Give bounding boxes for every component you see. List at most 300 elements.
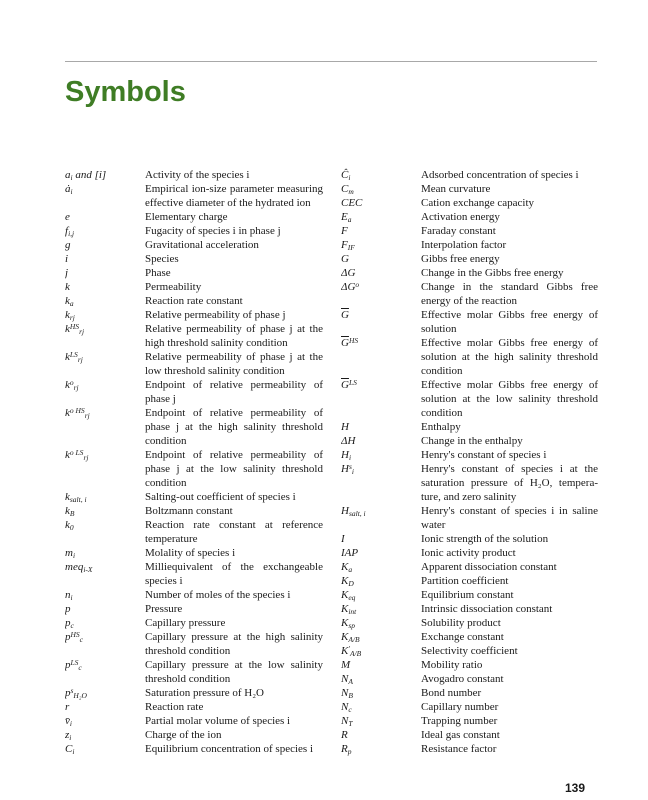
- symbol-entry: [65, 504, 323, 518]
- symbol-description: Charge of the ion: [145, 729, 222, 741]
- symbol-sub: i: [70, 592, 73, 602]
- symbol-sub: B: [69, 508, 75, 518]
- symbol: [341, 434, 421, 448]
- symbol-entry: [65, 658, 323, 686]
- symbol: [65, 560, 145, 574]
- symbol-sup: o LS: [69, 448, 84, 457]
- symbol: [65, 322, 145, 336]
- symbol-base: H: [341, 463, 349, 475]
- symbol-sub: i: [69, 732, 72, 742]
- symbol-sub: D: [348, 578, 354, 588]
- symbol-base: $\overline{G}$: [341, 379, 349, 391]
- symbol-entry: [65, 266, 323, 280]
- symbol-base: G: [341, 253, 349, 265]
- symbol-entry: [341, 672, 598, 686]
- symbol-description: Partition coefficient: [421, 575, 509, 587]
- symbol: [65, 252, 145, 266]
- symbol-description: Endpoint of relative permeability of phase j at the low salinity threshold condition: [145, 449, 323, 489]
- symbol-description: Gravitational acceleration: [145, 239, 259, 251]
- symbol-description: Relative permeability of phase j at the low threshold salinity condition: [145, 351, 323, 377]
- symbol: [341, 196, 421, 210]
- symbol-description: Intrinsic dissociation constant: [421, 603, 553, 615]
- symbol-description: Ionic activity product: [421, 547, 516, 559]
- symbol-entry: [341, 714, 598, 728]
- page-number: 139: [565, 781, 586, 795]
- symbol-sub: i: [70, 186, 73, 196]
- symbol-entry: [65, 602, 323, 616]
- symbol: [341, 448, 421, 462]
- symbol-description: Bond number: [421, 687, 482, 699]
- symbol-entry: [341, 644, 598, 658]
- symbol: [341, 686, 421, 700]
- symbol-base: C: [341, 183, 349, 195]
- symbol-sub: 0: [69, 522, 74, 532]
- symbol: [341, 266, 421, 280]
- symbol-entry: [341, 546, 598, 560]
- symbol-description: Endpoint of relative permeability of phase j: [145, 379, 323, 405]
- symbol-sub: A/B: [348, 634, 360, 644]
- symbol: [341, 658, 421, 672]
- symbol-base: H: [341, 449, 349, 461]
- symbol-description: Salting-out coefficient of species i: [145, 491, 296, 503]
- symbol-entry: [65, 546, 323, 560]
- symbol-base: p: [65, 617, 71, 629]
- symbol-sup: HS: [69, 322, 80, 331]
- symbol-sup: HS: [70, 630, 80, 639]
- symbol-entry: [341, 266, 598, 280]
- symbol-entry: [65, 252, 323, 266]
- symbol-description: Effective molar Gibbs free energy of solution at the high salinity threshold condition: [421, 337, 598, 377]
- symbol-sub: c: [348, 704, 352, 714]
- symbol: [341, 378, 421, 392]
- symbol-description: Interpolation factor: [421, 239, 507, 251]
- symbol-base: k: [65, 519, 70, 531]
- symbol-description: Resistance factor: [421, 743, 497, 755]
- symbol-description: Milliequivalent of the exchangeable species i: [145, 561, 323, 587]
- symbol-description: Capillary pressure at the low salinity threshold condition: [145, 659, 323, 685]
- symbol-entry: [65, 308, 323, 322]
- symbol-base: j: [65, 267, 69, 279]
- symbol-base: k: [65, 379, 70, 391]
- symbol-entry: [65, 280, 323, 294]
- symbol: [65, 280, 145, 294]
- symbol: [341, 546, 421, 560]
- symbol: [341, 728, 421, 742]
- symbol-entry: [65, 238, 323, 252]
- symbols-column-left: [65, 168, 323, 756]
- symbol: [65, 448, 145, 462]
- symbol: [65, 742, 145, 756]
- symbol-entry: [341, 462, 598, 504]
- header-rule: [65, 61, 597, 62]
- symbol-description: Faraday constant: [421, 225, 496, 237]
- symbol: [65, 182, 145, 196]
- symbol-entry: [341, 448, 598, 462]
- symbol-base: n: [65, 589, 71, 601]
- symbol-description: Ideal gas constant: [421, 729, 500, 741]
- symbol: [341, 574, 421, 588]
- symbol: [341, 252, 421, 266]
- symbol-description: Activity of the species i: [145, 169, 250, 181]
- symbol-sub: int: [348, 606, 357, 616]
- symbol-entry: [341, 420, 598, 434]
- symbol-sup: s: [70, 686, 74, 695]
- symbol-description: Species: [145, 253, 179, 265]
- symbol: [65, 602, 145, 616]
- symbol-base: M: [341, 659, 351, 671]
- symbol: [65, 504, 145, 518]
- symbol-entry: [65, 686, 323, 700]
- symbol-description: Mean curvature: [421, 183, 491, 195]
- symbol-tail: and [i]: [72, 169, 107, 181]
- symbol-base: ȧ: [65, 183, 71, 195]
- symbol-base: ΔG: [341, 267, 356, 279]
- symbol-entry: [341, 378, 598, 420]
- symbol-entry: [65, 224, 323, 238]
- symbol: [65, 658, 145, 672]
- symbol-entry: [341, 182, 598, 196]
- symbol-base: k: [65, 281, 70, 293]
- symbol-base: p: [65, 659, 71, 671]
- symbol-entry: [341, 602, 598, 616]
- symbol-base: K: [341, 617, 349, 629]
- symbol-description: Change in the enthalpy: [421, 435, 523, 447]
- symbol-entry: [341, 588, 598, 602]
- symbol-entry: [341, 504, 598, 532]
- symbol-description: Capillary pressure: [145, 617, 226, 629]
- symbol-base: p: [65, 603, 71, 615]
- symbol: [65, 294, 145, 308]
- symbol-description: Equilibrium constant: [421, 589, 514, 601]
- symbol-sub: H₂O: [73, 690, 87, 700]
- symbol-base: r: [65, 701, 70, 713]
- symbol-sub: a: [69, 298, 74, 308]
- symbol-base: f: [65, 225, 69, 237]
- symbol-sub: c: [70, 620, 74, 630]
- symbol-base: k: [65, 449, 70, 461]
- symbol-entry: [341, 434, 598, 448]
- symbol-sub: i: [72, 746, 75, 756]
- symbol-base: IAP: [341, 547, 359, 559]
- symbol-base: F: [341, 239, 348, 251]
- symbol-description: Reaction rate constant: [145, 295, 243, 307]
- symbol-entry: [65, 182, 323, 210]
- symbol-sub: rj: [83, 452, 89, 462]
- symbol: [65, 546, 145, 560]
- symbol: [341, 714, 421, 728]
- symbol-entry: [65, 588, 323, 602]
- symbol-sub: B: [348, 690, 353, 700]
- symbol-base: K: [341, 561, 349, 573]
- symbol-entry: [341, 616, 598, 630]
- symbol-sub: i: [348, 172, 351, 182]
- symbol-description: Effective molar Gibbs free energy of solution: [421, 309, 598, 335]
- symbol: [65, 350, 145, 364]
- symbol-description: Henry's constant of species i in saline water: [421, 505, 598, 531]
- symbol-description: Endpoint of relative permeability of phase j at the high salinity threshold condition: [145, 407, 323, 447]
- symbol-base: H: [341, 505, 349, 517]
- symbol-sub: i: [69, 718, 72, 728]
- symbol: [65, 714, 145, 728]
- symbol-sup: o HS: [69, 406, 85, 415]
- symbol-entry: [341, 574, 598, 588]
- symbol-entry: [341, 560, 598, 574]
- symbol-sub: i: [351, 466, 354, 476]
- symbol-entry: [65, 406, 323, 448]
- symbol: [341, 504, 421, 518]
- symbol-entry: [341, 168, 598, 182]
- symbol-base: R: [341, 743, 348, 755]
- symbol-entry: [65, 560, 323, 588]
- symbol-entry: [65, 490, 323, 504]
- symbol-entry: [341, 252, 598, 266]
- symbol: [65, 224, 145, 238]
- symbol-sub: rj: [69, 312, 75, 322]
- symbol-base: k: [65, 295, 70, 307]
- symbol-description: Capillary pressure at the high salinity threshold condition: [145, 631, 323, 657]
- symbol-entry: [65, 448, 323, 490]
- symbol-sub: rj: [77, 354, 83, 364]
- symbol-entry: [341, 630, 598, 644]
- symbol-base: K: [341, 589, 349, 601]
- symbol-sub: i,j: [68, 228, 75, 238]
- symbol-entry: [341, 224, 598, 238]
- symbol-sup: LS: [70, 658, 79, 667]
- symbol-base: I: [341, 533, 345, 545]
- symbol-description: Avogadro constant: [421, 673, 504, 685]
- symbol-entry: [341, 196, 598, 210]
- symbol-base: k: [65, 351, 70, 363]
- symbol: [341, 644, 421, 658]
- symbol-base: N: [341, 673, 349, 685]
- symbol: [341, 420, 421, 434]
- symbol-base: N: [341, 701, 349, 713]
- symbol: [65, 700, 145, 714]
- symbol-description: Effective molar Gibbs free energy of solution at the low salinity threshold condition: [421, 379, 598, 419]
- symbol-base: K: [341, 645, 349, 657]
- symbol-sub: a: [347, 214, 352, 224]
- symbol: [341, 630, 421, 644]
- symbol-base: CEC: [341, 197, 363, 209]
- symbol-sub: rj: [84, 410, 90, 420]
- symbol-sub: A: [348, 676, 353, 686]
- symbol: [65, 378, 145, 392]
- symbol-entry: [65, 322, 323, 350]
- symbol: [65, 588, 145, 602]
- symbol-description: Reaction rate constant at reference temperature: [145, 519, 323, 545]
- symbol-sub: i: [348, 452, 352, 462]
- symbol-entry: [341, 742, 598, 756]
- symbol-sup: o: [355, 280, 360, 289]
- symbol-base: m: [65, 547, 73, 559]
- symbol-base: e: [65, 211, 70, 223]
- symbol-sub: a: [348, 564, 353, 574]
- symbol-entry: [65, 714, 323, 728]
- symbol-entry: [65, 616, 323, 630]
- symbol: [341, 462, 421, 476]
- symbol: [341, 588, 421, 602]
- symbol-base: E: [341, 211, 348, 223]
- symbol-base: g: [65, 239, 71, 251]
- symbol-sub: m: [348, 186, 354, 196]
- symbol-description: Change in the Gibbs free energy: [421, 267, 564, 279]
- symbol: [341, 742, 421, 756]
- symbol-description: Boltzmann constant: [145, 505, 233, 517]
- symbol-sub: i: [72, 550, 76, 560]
- symbol: [341, 308, 421, 322]
- symbol-entry: [65, 210, 323, 224]
- symbol-description: Gibbs free energy: [421, 253, 500, 265]
- symbol: [65, 168, 145, 182]
- symbol-sub: i: [70, 172, 73, 182]
- symbol-description: Relative permeability of phase j at the high threshold salinity condition: [145, 323, 323, 349]
- symbol-description: Pressure: [145, 603, 183, 615]
- symbol: [65, 308, 145, 322]
- symbol-base: k: [65, 491, 70, 503]
- symbol-base: v̄: [65, 715, 70, 727]
- symbol-description: Number of moles of the species i: [145, 589, 291, 601]
- symbol-base: N: [341, 687, 349, 699]
- page-title: Symbols: [65, 76, 186, 108]
- symbol-description: Reaction rate: [145, 701, 204, 713]
- symbol-description: Saturation pressure of H₂O: [145, 687, 265, 699]
- symbol-description: Empirical ion-size parameter measuring effective diameter of the hydrated ion: [145, 183, 323, 209]
- symbol-sub: salt, i: [69, 494, 87, 504]
- symbol-entry: [341, 336, 598, 378]
- symbol-base: K: [341, 575, 349, 587]
- symbol: [65, 616, 145, 630]
- symbol-sup: s: [348, 462, 352, 471]
- symbol-sub: c: [79, 634, 84, 644]
- symbol-entry: [65, 700, 323, 714]
- symbol-sub: A/B: [349, 648, 362, 658]
- symbol-base: k: [65, 407, 70, 419]
- symbol-entry: [341, 308, 598, 336]
- symbol-entry: [341, 532, 598, 546]
- symbol-base: K: [341, 603, 349, 615]
- symbol: [65, 266, 145, 280]
- symbol-base: k: [65, 505, 70, 517]
- symbol: [341, 238, 421, 252]
- symbol: [341, 336, 421, 350]
- symbol-description: Activation energy: [421, 211, 500, 223]
- symbol-base: K: [341, 631, 349, 643]
- symbol-base: k: [65, 323, 70, 335]
- symbol-sub: T: [348, 718, 353, 728]
- symbol-base: p: [65, 687, 71, 699]
- symbol-base: a: [65, 169, 71, 181]
- symbol: [341, 672, 421, 686]
- symbol-sub: salt, i: [348, 508, 366, 518]
- symbol-sup: LS: [69, 350, 78, 359]
- symbol-description: Exchange constant: [421, 631, 504, 643]
- symbol-sub: eq: [348, 592, 356, 602]
- symbol-base: k: [65, 309, 70, 321]
- symbol-entry: [341, 686, 598, 700]
- symbol-description: Cation exchange capacity: [421, 197, 535, 209]
- symbol-base: Ĉ: [341, 169, 349, 181]
- symbol-description: Solubility product: [421, 617, 501, 629]
- symbol-sub: rj: [73, 382, 79, 392]
- symbol-entry: [341, 210, 598, 224]
- symbol-sub: sp: [348, 620, 356, 630]
- symbol-description: Ionic strength of the solution: [421, 533, 549, 545]
- symbol: [341, 224, 421, 238]
- symbol-entry: [65, 742, 323, 756]
- symbol-entry: [341, 238, 598, 252]
- symbol-description: Enthalpy: [421, 421, 461, 433]
- symbol-base: meq: [65, 561, 84, 573]
- symbol-entry: [65, 294, 323, 308]
- symbol-description: Equilibrium concentration of species i: [145, 743, 314, 755]
- symbol: [65, 686, 145, 700]
- symbol: [341, 280, 421, 294]
- symbol-base: z: [65, 729, 70, 741]
- symbol-entry: [65, 350, 323, 378]
- symbol-description: Partial molar volume of species i: [145, 715, 291, 727]
- symbol-description: Capillary number: [421, 701, 499, 713]
- symbol-entry: [341, 700, 598, 714]
- symbol-sub: c: [78, 662, 82, 672]
- symbol-sub: p: [347, 746, 352, 756]
- symbol-base: ΔH: [341, 435, 356, 447]
- symbol: [341, 532, 421, 546]
- symbol-sup: HS: [348, 336, 359, 345]
- symbol-description: Change in the standard Gibbs free energy of the reaction: [421, 281, 598, 307]
- symbol-sup: LS: [348, 378, 357, 387]
- symbol: [341, 560, 421, 574]
- symbol: [341, 210, 421, 224]
- symbol-description: Permeability: [145, 281, 202, 293]
- symbol-entry: [341, 658, 598, 672]
- symbol-sub: IF: [347, 242, 355, 252]
- symbol: [341, 616, 421, 630]
- symbol-entry: [65, 378, 323, 406]
- symbol: [65, 406, 145, 420]
- symbol-base: R: [341, 729, 348, 741]
- symbol-description: Mobility ratio: [421, 659, 483, 671]
- symbol-entry: [341, 280, 598, 308]
- symbol-base: $\overline{G}$: [341, 337, 349, 349]
- symbols-column-right: [341, 168, 598, 756]
- symbol-description: Apparent dissociation constant: [421, 561, 557, 573]
- symbol-base: ΔG: [341, 281, 356, 293]
- symbol-base: $\overline{G}$: [341, 309, 349, 321]
- symbol-entry: [65, 168, 323, 182]
- symbol-entry: [65, 630, 323, 658]
- symbol-sub: i-X: [83, 564, 93, 574]
- symbol: [341, 168, 421, 182]
- symbol-sub: rj: [79, 326, 85, 336]
- symbol-description: Fugacity of species i in phase j: [145, 225, 281, 237]
- symbol-sup: ': [348, 644, 350, 653]
- symbol-description: Adsorbed concentration of species i: [421, 169, 579, 181]
- symbol: [65, 728, 145, 742]
- symbol-entry: [341, 728, 598, 742]
- symbol-description: Molality of species i: [145, 547, 236, 559]
- symbol-description: Relative permeability of phase j: [145, 309, 286, 321]
- symbol: [65, 490, 145, 504]
- symbol-base: i: [65, 253, 69, 265]
- symbol-description: Elementary charge: [145, 211, 228, 223]
- symbol-description: Selectivity coefficient: [421, 645, 518, 657]
- symbol-description: Phase: [145, 267, 171, 279]
- symbol-base: F: [341, 225, 348, 237]
- symbol: [65, 210, 145, 224]
- symbol-base: C: [65, 743, 73, 755]
- symbol: [341, 602, 421, 616]
- symbol: [65, 518, 145, 532]
